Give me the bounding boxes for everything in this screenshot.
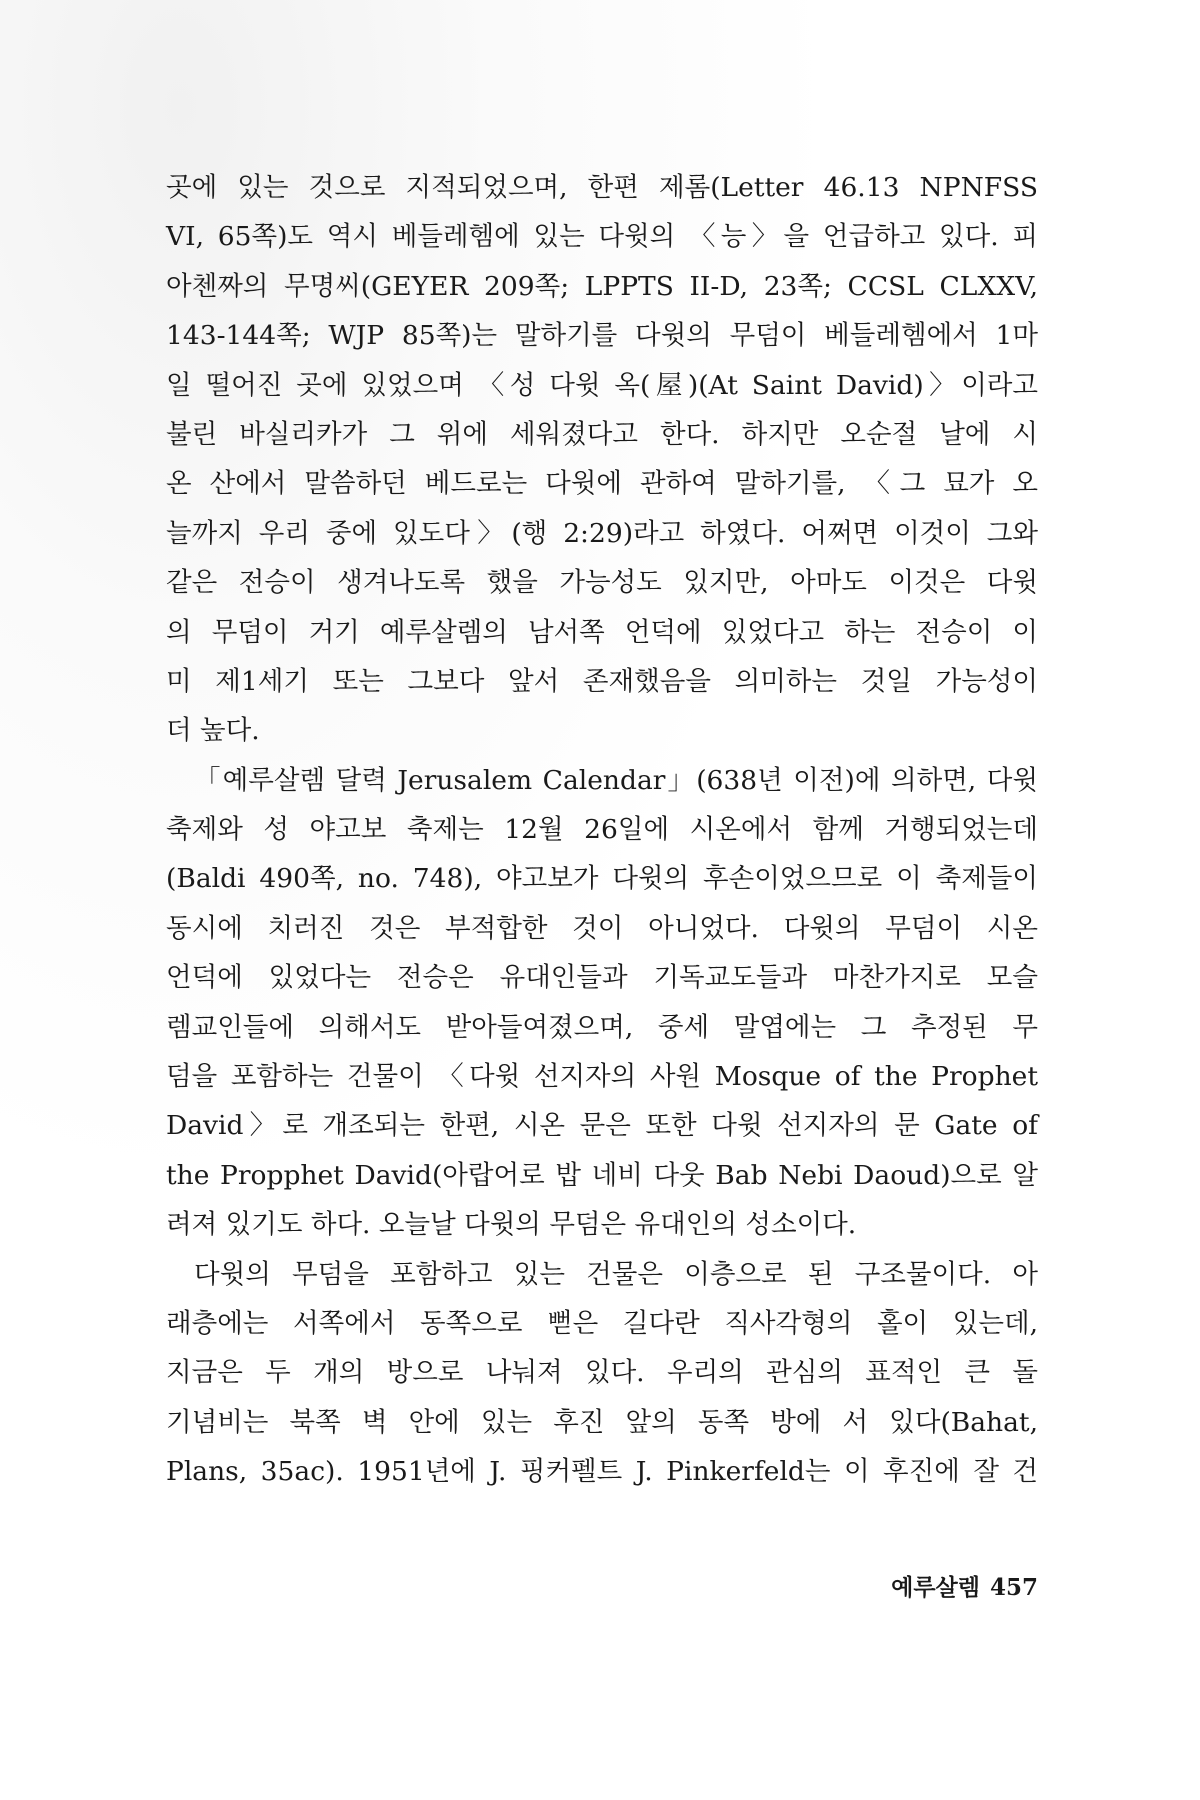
text-line: 늘까지 우리 중에 있도다〉(행 2:29)라고 하였다. 어쩌면 이것이 그와 <box>166 517 1038 549</box>
page-footer <box>870 1569 1038 1602</box>
text-line: 일 떨어진 곳에 있었으며 〈성 다윗 옥(屋)(At Saint David)〉이라고 <box>166 369 1038 401</box>
text-line: 려져 있기도 하다. 오늘날 다윗의 무덤은 유대인의 성소이다. <box>166 1209 857 1241</box>
paragraph-first-line: 다윗의 무덤을 포함하고 있는 건물은 이층으로 된 구조물이다. 아 <box>194 1258 1038 1290</box>
text-line: the Propphet David(아랍어로 밥 네비 다웃 Bab Nebi Daoud)으로 알 <box>166 1159 1038 1191</box>
text-line: David〉로 개조되는 한편, 시온 문은 또한 다윗 선지자의 문 Gate of <box>166 1110 1038 1142</box>
text-line: 동시에 치러진 것은 부적합한 것이 아니었다. 다윗의 무덤이 시온 <box>166 912 1038 944</box>
text-line: 언덕에 있었다는 전승은 유대인들과 기독교도들과 마찬가지로 모슬 <box>166 962 1038 994</box>
text-line: 아첸짜의 무명씨(GEYER 209쪽; LPPTS II-D, 23쪽; CCSL CLXXV, <box>166 270 1038 302</box>
text-line: Plans, 35ac). 1951년에 J. 핑커펠트 J. Pinkerfeld는 이 후진에 잘 건 <box>166 1456 1038 1488</box>
running-title: 예루살렘 <box>891 1575 980 1601</box>
text-line: 덤을 포함하는 건물이 〈다윗 선지자의 사원 Mosque of the Prophet <box>166 1061 1038 1093</box>
page-number: 457 <box>989 1574 1038 1601</box>
text-line: 렘교인들에 의해서도 받아들여졌으며, 중세 말엽에는 그 추정된 무 <box>166 1011 1038 1043</box>
text-line: (Baldi 490쪽, no. 748), 야고보가 다윗의 후손이었으므로 이 축제들이 <box>166 863 1038 895</box>
text-line: 더 높다. <box>166 715 260 747</box>
text-line: 온 산에서 말씀하던 베드로는 다윗에 관하여 말하기를, 〈그 묘가 오 <box>166 468 1038 500</box>
text-line: 지금은 두 개의 방으로 나눠져 있다. 우리의 관심의 표적인 큰 돌 <box>166 1357 1038 1389</box>
text-line: 의 무덤이 거기 예루살렘의 남서쪽 언덕에 있었다고 하는 전승이 이 <box>166 616 1038 648</box>
text-line: 143-144쪽; WJP 85쪽)는 말하기를 다윗의 무덤이 베들레헴에서 1마 <box>166 320 1038 352</box>
body-text <box>166 163 1038 1497</box>
text-line: 곳에 있는 것으로 지적되었으며, 한편 제롬(Letter 46.13 NPNFSS <box>166 172 1038 203</box>
text-line: 같은 전승이 생겨나도록 했을 가능성도 있지만, 아마도 이것은 다윗 <box>166 567 1038 599</box>
text-line: 기념비는 북쪽 벽 안에 있는 후진 앞의 동쪽 방에 서 있다(Bahat, <box>166 1406 1038 1438</box>
text-line: 축제와 성 야고보 축제는 12월 26일에 시온에서 함께 거행되었는데 <box>166 814 1038 846</box>
text-line: VI, 65쪽)도 역시 베들레헴에 있는 다윗의 〈능〉을 언급하고 있다. 피 <box>166 221 1038 253</box>
text-line: 미 제1세기 또는 그보다 앞서 존재했음을 의미하는 것일 가능성이 <box>166 665 1038 697</box>
text-line: 불린 바실리카가 그 위에 세워졌다고 한다. 하지만 오순절 날에 시 <box>166 418 1038 450</box>
paragraph-first-line: 「예루살렘 달력 Jerusalem Calendar」(638년 이전)에 의하면, 다윗 <box>194 764 1038 796</box>
text-line: 래층에는 서쪽에서 동쪽으로 뻗은 길다란 직사각형의 홀이 있는데, <box>166 1307 1038 1339</box>
